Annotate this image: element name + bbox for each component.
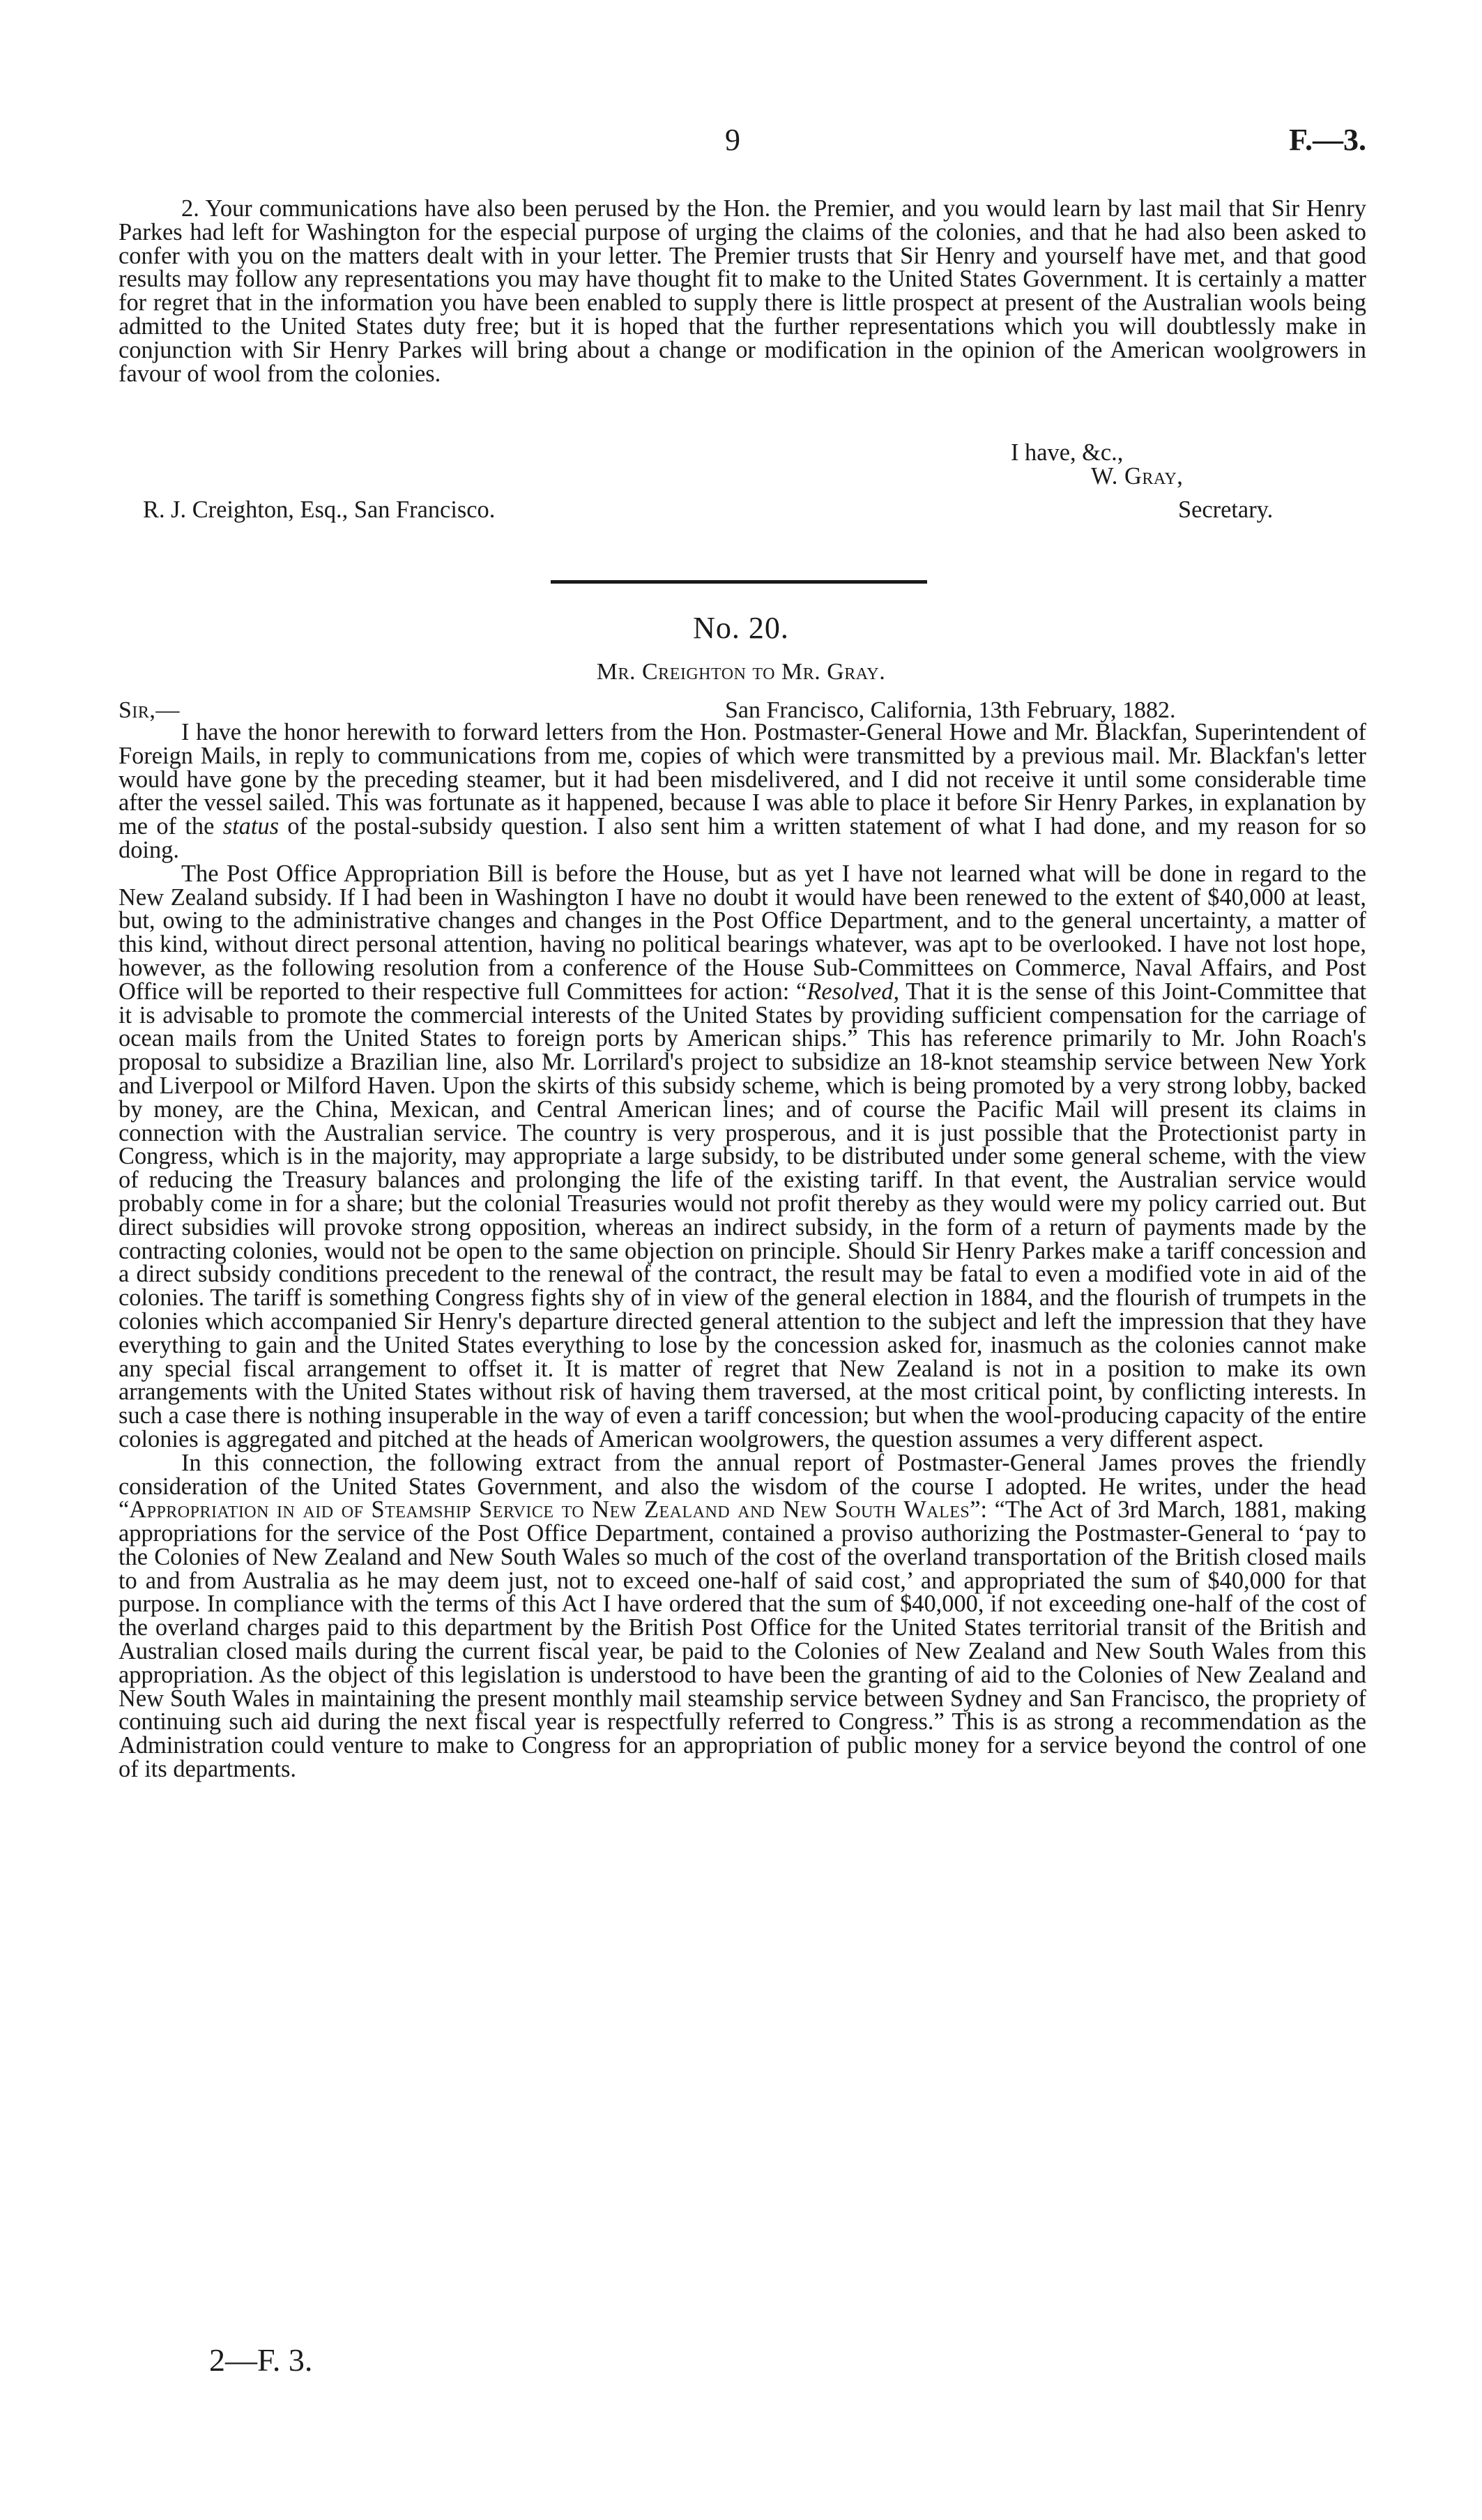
letter19-signature: W. Gray, — [1091, 463, 1184, 489]
letter19-closing: I have, &c., — [1011, 439, 1124, 466]
italic-resolved: Resolved, — [807, 978, 900, 1005]
paper-reference: F.—3. — [1289, 123, 1366, 157]
letter19-addressee: R. J. Creighton, Esq., San Francisco. — [143, 496, 496, 523]
italic-status: status — [222, 813, 279, 840]
letter20-body — [119, 721, 1366, 1782]
letter19-paragraph: 2. Your communications have also been perused by the Hon. the Premier, and you would learn by last mail that Sir Henry Parkes had left for Washington for the especial purpose of urging the claims of the colonies, and that he had also been asked to confer with you on the matters dealt with in your letter. The Premier trusts that Sir Henry and yourself have met, and that good results may follow any representations you may have thought fit to make to the United States Government. It is certainly a matter for regret that in the information you have been enabled to supply there is little prospect at present of the Australian wools being admitted to the United States duty free; but it is hoped that the further representations which you will doubtlessly make in conjunction with Sir Henry Parkes will bring about a change or modification in the opinion of the American woolgrowers in favour of wool from the colonies. — [119, 195, 1366, 387]
letter-number: No. 20. — [693, 611, 789, 645]
letter20-paragraph-3: In this connection, the following extract from the annual report of Postmaster-General James proves the friendly consideration of the United States Government, and also the wisdom of the course I adopted. He writes, under the head “Appropriation in aid of Steamship Service to New Zealand and New South Wales”: “The Act of 3rd March, 1881, making appropriations for the service of the Post Office Department, contained a proviso authorizing the Postmaster-General to ‘pay to the Colonies of New Zealand and New South Wales so much of the cost of the overland transportation of the British closed mails to and from Australia as he may deem just, not to exceed one-half of said cost,’ and appropriated the sum of $40,000 for that purpose. In compliance with the terms of this Act I have ordered that the sum of $40,000, if not exceeding one-half of the cost of the overland charges paid to this department by the British Post Office for the United States territorial transit of the British and Australian closed mails during the current fiscal year, be paid to the Colonies of New Zealand and New South Wales from this appropriation. As the object of this legislation is understood to have been the granting of aid to the Colonies of New Zealand and New South Wales in maintaining the present monthly mail steamship service between Sydney and San Francisco, the propriety of continuing such aid during the next fiscal year is respectfully referred to Congress.” This is as strong a recommendation as the Administration could venture to make to Congress for an appropriation of public money for a service beyond the control of one of its departments. — [119, 1449, 1367, 1783]
letter20-paragraph-2: The Post Office Appropriation Bill is before the House, but as yet I have not learned what will be done in regard to the New Zealand subsidy. If I had been in Washington I have no doubt it would have been renewed to the extent of $40,000 at least, but, owing to the administrative changes and changes in the Post Office Department, and to the general uncertainty, a matter of this kind, without direct personal attention, having no political bearings whatever, was apt to be overlooked. I have not lost hope, however, as the following resolution from a conference of the House Sub-Committees on Commerce, Naval Affairs, and Post Office will be reported to their respective full Committees for action: “Resolved, That it is the sense of this Joint-Committee that it is advisable to promote the commercial interests of the United States by providing sufficient compensation for the carriage of ocean mails from the United States to foreign ports by American ships.” This has reference primarily to Mr. John Roach's proposal to subsidize a Brazilian line, also Mr. Lorrilard's project to subsidize an 18-knot steamship service between New York and Liverpool or Milford Haven. Upon the skirts of this subsidy scheme, which is being promoted by a very strong lobby, backed by money, are the China, Mexican, and Central American lines; and of course the Pacific Mail will present its claims in connection with the Australian service. The country is very prosperous, and it is just possible that the Protectionist party in Congress, which is in the majority, may appropriate a large subsidy, to be distributed under some general scheme, with the view of reducing the Treasury balances and prolonging the life of the existing tariff. In that event, the Australian service would probably come in for a share; but the colonial Treasuries would not profit thereby as they would were my policy carried out. But direct subsidies will provoke strong opposition, whereas an indirect subsidy, in the form of a return of payments made by the contracting colonies, would not be open to the same objection on principle. Should Sir Henry Parkes make a tariff concession and a direct subsidy conditions precedent to the renewal of the contract, the result may be fatal to even a modified vote in aid of the colonies. The tariff is something Congress fights shy of in view of the general election in 1884, and the flourish of trumpets in the colonies which accompanied Sir Henry's departure directed general attention to the subject and left the impression that they have everything to gain and the United States everything to lose by the concession asked for, inasmuch as the colonies cannot make any special fiscal arrangement to offset it. It is matter of regret that New Zealand is not in a position to make its own arrangements with the United States without risk of having them traversed, at the most critical point, by conflicting interests. In such a case there is nothing insuperable in the way of even a tariff concession; but when the wool-producing capacity of the entire colonies is aggregated and pitched at the heads of American woolgrowers, the question assumes a very different aspect. — [119, 860, 1367, 1452]
letter19-body — [119, 197, 1366, 386]
report-heading: Appropriation in aid of Steamship Service to New Zealand and New South Wales — [129, 1496, 970, 1524]
dateline: San Francisco, California, 13th February, 1882. — [725, 697, 1176, 723]
section-divider — [551, 580, 927, 584]
salutation: Sir,— — [119, 697, 180, 723]
letter20-paragraph-1: I have the honor herewith to forward letters from the Hon. Postmaster-General Howe and Mr. Blackfan, Superintendent of Foreign Mails, in reply to communications from me, copies of which were transmitted by a previous mail. Mr. Blackfan's letter would have gone by the preceding steamer, but it had been misdelivered, and I did not receive it until some considerable time after the vessel sailed. This was fortunate as it happened, because I was able to place it before Sir Henry Parkes, in explanation by me of the status of the postal-subsidy question. I also sent him a written statement of what I had done, and my reason for so doing. — [119, 719, 1366, 863]
page-number: 9 — [725, 123, 740, 157]
signature-mark: 2—F. 3. — [209, 2342, 313, 2378]
page-header — [0, 122, 1482, 164]
letter-title: Mr. Creighton to Mr. Gray. — [596, 659, 886, 685]
letter19-signature-title: Secretary. — [1178, 496, 1274, 523]
